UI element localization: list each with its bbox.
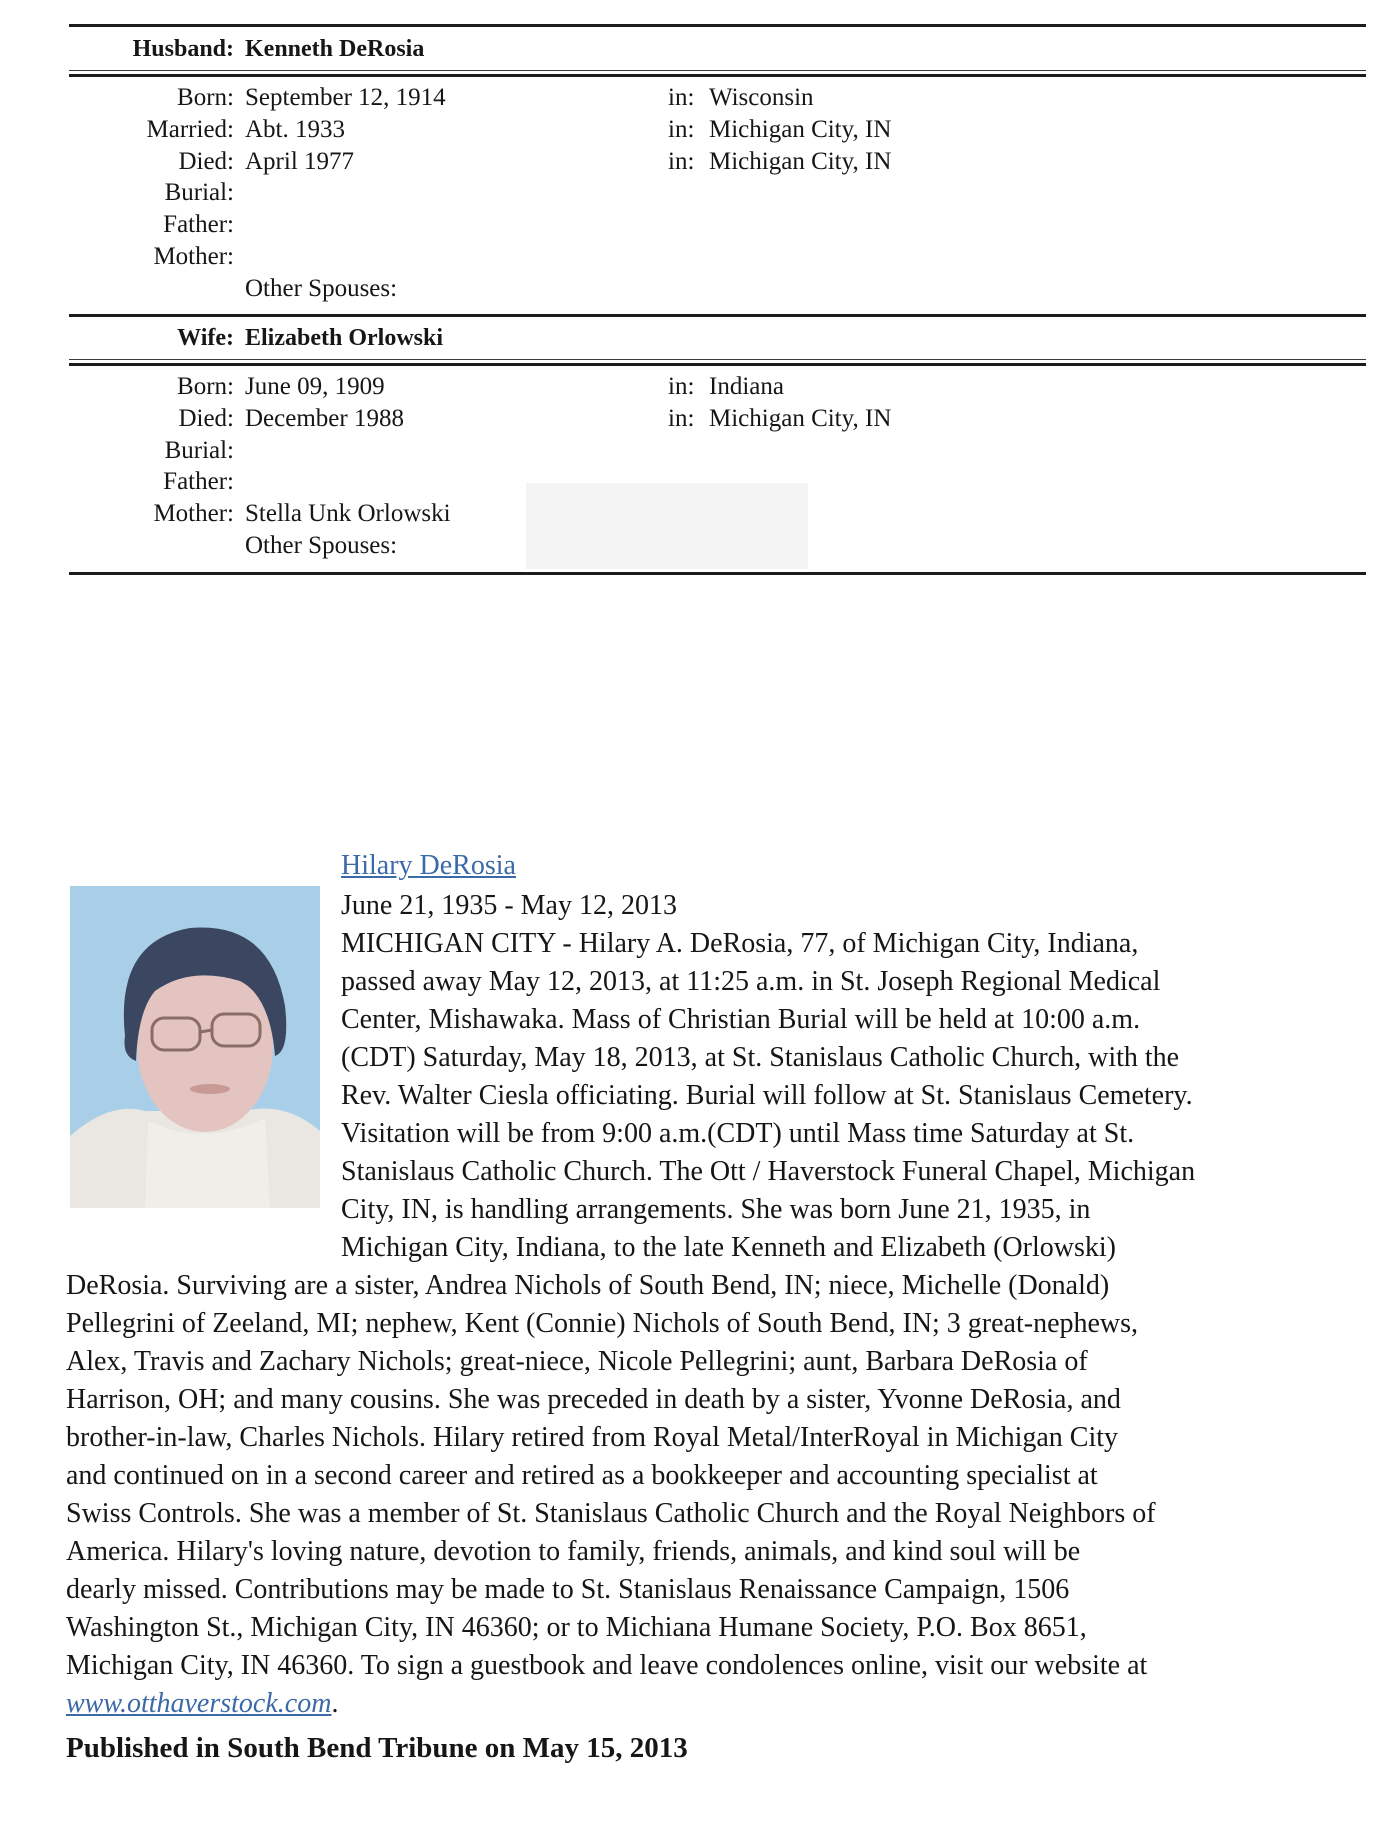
field-label: Born: <box>177 373 234 400</box>
obituary-line: Alex, Travis and Zachary Nichols; great-niece, Nicole Pellegrini; aunt, Barbara DeRosia of <box>66 1346 1088 1377</box>
wife-rule-top <box>69 314 1366 317</box>
obituary-line: Michigan City, IN 46360. To sign a guestbook and leave condolences online, visit our website at <box>66 1650 1148 1681</box>
obituary-line: Visitation will be from 9:00 a.m.(CDT) until Mass time Saturday at St. <box>341 1118 1135 1149</box>
website-suffix: . <box>331 1688 339 1719</box>
wife-rule-thick <box>69 363 1366 366</box>
wife-rule-thin <box>69 359 1366 360</box>
place-label: in: <box>668 147 695 175</box>
field-value: Abt. 1933 <box>245 115 345 143</box>
obituary-line: DeRosia. Surviving are a sister, Andrea Nichols of South Bend, IN; niece, Michelle (Donald) <box>66 1270 1110 1301</box>
published-note: Published in South Bend Tribune on May 15, 2013 <box>66 1732 688 1764</box>
obituary-line: Harrison, OH; and many cousins. She was preceded in death by a sister, Yvonne DeRosia, and <box>66 1384 1121 1415</box>
obituary-line: Washington St., Michigan City, IN 46360; or to Michiana Humane Society, P.O. Box 8651, <box>66 1612 1087 1643</box>
place-value: Michigan City, IN <box>709 147 892 175</box>
field-label: Died: <box>178 404 234 432</box>
obituary-body <box>66 925 1366 1723</box>
obituary-line: Stanislaus Catholic Church. The Ott / Haverstock Funeral Chapel, Michigan <box>341 1156 1196 1187</box>
obituary-dates: June 21, 1935 - May 12, 2013 <box>341 890 677 921</box>
obituary-line: passed away May 12, 2013, at 11:25 a.m. in St. Joseph Regional Medical <box>341 966 1161 997</box>
obituary-line: Pellegrini of Zeeland, MI; nephew, Kent (Connie) Nichols of South Bend, IN; 3 great-nephews, <box>66 1308 1139 1339</box>
obituary-line: MICHIGAN CITY - Hilary A. DeRosia, 77, of Michigan City, Indiana, <box>341 928 1139 959</box>
scan-smudge <box>526 483 808 569</box>
place-label: in: <box>668 115 695 143</box>
place-label: in: <box>668 373 695 400</box>
place-label: in: <box>668 84 695 111</box>
field-label: Married: <box>146 115 234 143</box>
field-value: April 1977 <box>245 147 355 175</box>
place-value: Indiana <box>709 373 784 400</box>
place-label: in: <box>668 404 695 432</box>
obituary-name-link[interactable]: Hilary DeRosia <box>341 850 516 881</box>
website-link[interactable]: www.otthaverstock.com <box>66 1688 332 1719</box>
field-value: June 09, 1909 <box>245 373 385 400</box>
field-value: September 12, 1914 <box>245 84 446 111</box>
field-label: Burial: <box>164 179 234 207</box>
obituary-line: Michigan City, Indiana, to the late Kenneth and Elizabeth (Orlowski) <box>341 1232 1116 1263</box>
obituary-line: (CDT) Saturday, May 18, 2013, at St. Stanislaus Catholic Church, with the <box>341 1042 1180 1073</box>
field-label: Born: <box>177 84 234 111</box>
obituary-website-line <box>66 1685 1366 1723</box>
place-value: Wisconsin <box>709 84 814 111</box>
obituary-line: City, IN, is handling arrangements. She was born June 21, 1935, in <box>341 1194 1091 1225</box>
husband-rule-thin <box>69 70 1366 71</box>
place-value: Michigan City, IN <box>709 115 892 143</box>
husband-name: Kenneth DeRosia <box>245 36 425 62</box>
obituary-line: brother-in-law, Charles Nichols. Hilary retired from Royal Metal/InterRoyal in Michigan City <box>66 1422 1119 1453</box>
field-label: Father: <box>163 211 234 239</box>
husband-rule-thick <box>69 74 1366 77</box>
field-label: Mother: <box>153 500 234 528</box>
field-label: Died: <box>178 147 234 175</box>
husband-label: Husband: <box>132 36 234 62</box>
wife-rule-bottom <box>69 572 1366 575</box>
place-value: Michigan City, IN <box>709 404 892 432</box>
obituary-line: Center, Mishawaka. Mass of Christian Burial will be held at 10:00 a.m. <box>341 1004 1141 1035</box>
top-rule <box>69 24 1366 27</box>
obituary-line: America. Hilary's loving nature, devotion to family, friends, animals, and kind soul will be <box>66 1536 1081 1567</box>
field-label: Father: <box>163 468 234 496</box>
wife-name: Elizabeth Orlowski <box>245 325 444 351</box>
field-label: Burial: <box>164 436 234 464</box>
wife-label: Wife: <box>177 325 234 351</box>
field-value: December 1988 <box>245 404 404 432</box>
obituary-line: Rev. Walter Ciesla officiating. Burial will follow at St. Stanislaus Cemetery. <box>341 1080 1193 1111</box>
obituary-line: and continued on in a second career and retired as a bookkeeper and accounting specialist at <box>66 1460 1098 1491</box>
obituary-line: dearly missed. Contributions may be made to St. Stanislaus Renaissance Campaign, 1506 <box>66 1574 1070 1605</box>
obituary-line: Swiss Controls. She was a member of St. Stanislaus Catholic Church and the Royal Neighbors of <box>66 1498 1156 1529</box>
field-value: Stella Unk Orlowski <box>245 500 451 528</box>
field-label: Mother: <box>153 243 234 270</box>
